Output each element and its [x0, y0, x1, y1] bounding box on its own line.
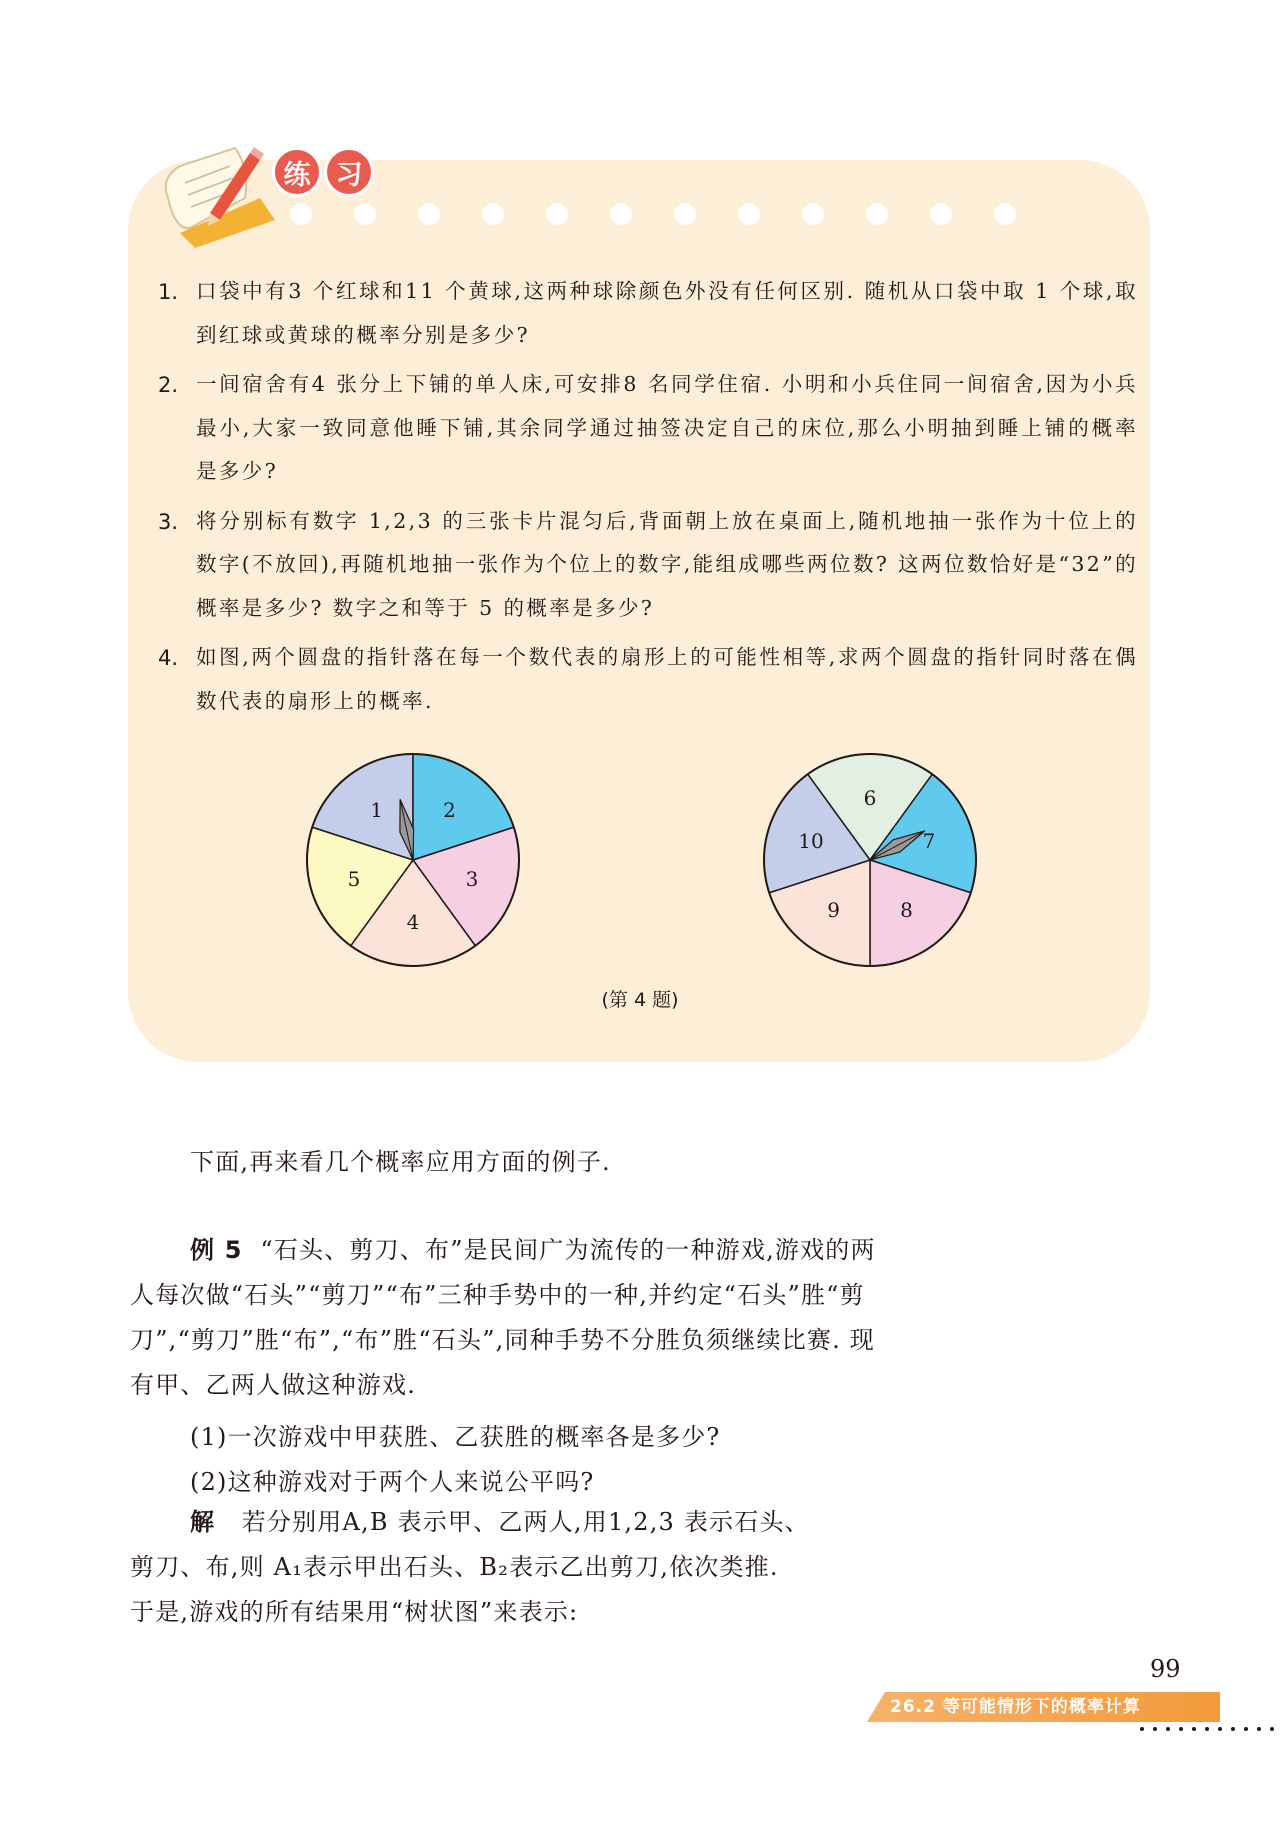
example-label: 例 5 [190, 1236, 243, 1264]
footer-dots [1140, 1727, 1283, 1733]
spinner-right [760, 750, 980, 970]
solution-label: 解 [190, 1508, 216, 1536]
left-spinner-label-3: 3 [465, 867, 479, 892]
solution-paragraph [130, 1500, 890, 1635]
question-2: (2)这种游戏对于两个人来说公平吗? [190, 1468, 595, 1496]
exercise-item-4 [158, 636, 1138, 723]
solution-line-3: 于是,游戏的所有结果用“树状图”来表示: [130, 1598, 579, 1626]
decorative-dots [290, 203, 1058, 227]
exercise-item-3 [158, 500, 1138, 631]
right-spinner-label-9: 9 [827, 898, 840, 923]
left-spinner-label-4: 4 [406, 910, 420, 934]
exercise-text: 如图,两个圆盘的指针落在每一个数代表的扇形上的可能性相等,求两个圆盘的指针同时落在偶数代表的扇形上的概率. [196, 645, 1138, 713]
right-spinner-label-6: 6 [863, 786, 877, 810]
solution-line-1: 若分别用A,B 表示甲、乙两人,用1,2,3 表示石头、 [241, 1508, 810, 1536]
intro-text: 下面,再来看几个概率应用方面的例子. [190, 1148, 611, 1176]
exercise-number: 1. [158, 280, 179, 304]
exercise-item-1 [158, 270, 1138, 357]
exercise-title-char-2: 习 [324, 147, 374, 197]
solution-line-2: 剪刀、布,则 A₁表示甲出石头、B₂表示乙出剪刀,依次类推. [130, 1553, 779, 1581]
figure-caption: (第 4 题) [601, 989, 679, 1011]
left-spinner-label-1: 1 [370, 797, 383, 822]
exercise-text: 将分别标有数字 1,2,3 的三张卡片混匀后,背面朝上放在桌面上,随机地抽一张作为十位上的数字(不放回),再随机地抽一张作为个位上的数字,能组成哪些两位数? 这两位数恰好是“32”的概率是多少? 数字之和等于 5 的概率是多少? [196, 508, 1138, 620]
example-paragraph [130, 1228, 890, 1408]
section-title: 26.2 等可能情形下的概率计算 [890, 1697, 1141, 1717]
exercise-text: 一间宿舍有4 张分上下铺的单人床,可安排8 名同学住宿. 小明和小兵住同一间宿舍,因为小兵最小,大家一致同意他睡下铺,其余同学通过抽签决定自己的床位,那么小明抽到睡上铺的概率是多少? [196, 372, 1138, 483]
left-spinner-label-5: 5 [347, 867, 361, 892]
exercise-item-2 [158, 363, 1138, 494]
exercise-title-char-1: 练 [272, 147, 322, 197]
right-spinner-label-7: 7 [922, 828, 936, 853]
page-number: 99 [1150, 1655, 1181, 1683]
exercise-number: 3. [158, 509, 179, 534]
spinner-left [303, 750, 523, 970]
exercise-number: 2. [158, 373, 179, 397]
exercise-text: 口袋中有3 个红球和11 个黄球,这两种球除颜色外没有任何区别. 随机从口袋中取 1 个球,取到红球或黄球的概率分别是多少? [196, 279, 1138, 347]
exercise-number: 4. [158, 646, 179, 670]
question-1: (1)一次游戏中甲获胜、乙获胜的概率各是多少? [190, 1423, 721, 1451]
right-spinner-label-8: 8 [900, 898, 913, 923]
left-spinner-label-2: 2 [443, 797, 456, 822]
example-text: “石头、剪刀、布”是民间广为流传的一种游戏,游戏的两人每次做“石头”“剪刀”“布”三种手势中的一种,并约定“石头”胜“剪刀”,“剪刀”胜“布”,“布”胜“石头”,同种手势不分胜负须继续比赛. 现有甲、乙两人做这种游戏. [130, 1236, 876, 1399]
exercise-list [158, 270, 1138, 729]
right-spinner-label-10: 10 [798, 828, 824, 853]
